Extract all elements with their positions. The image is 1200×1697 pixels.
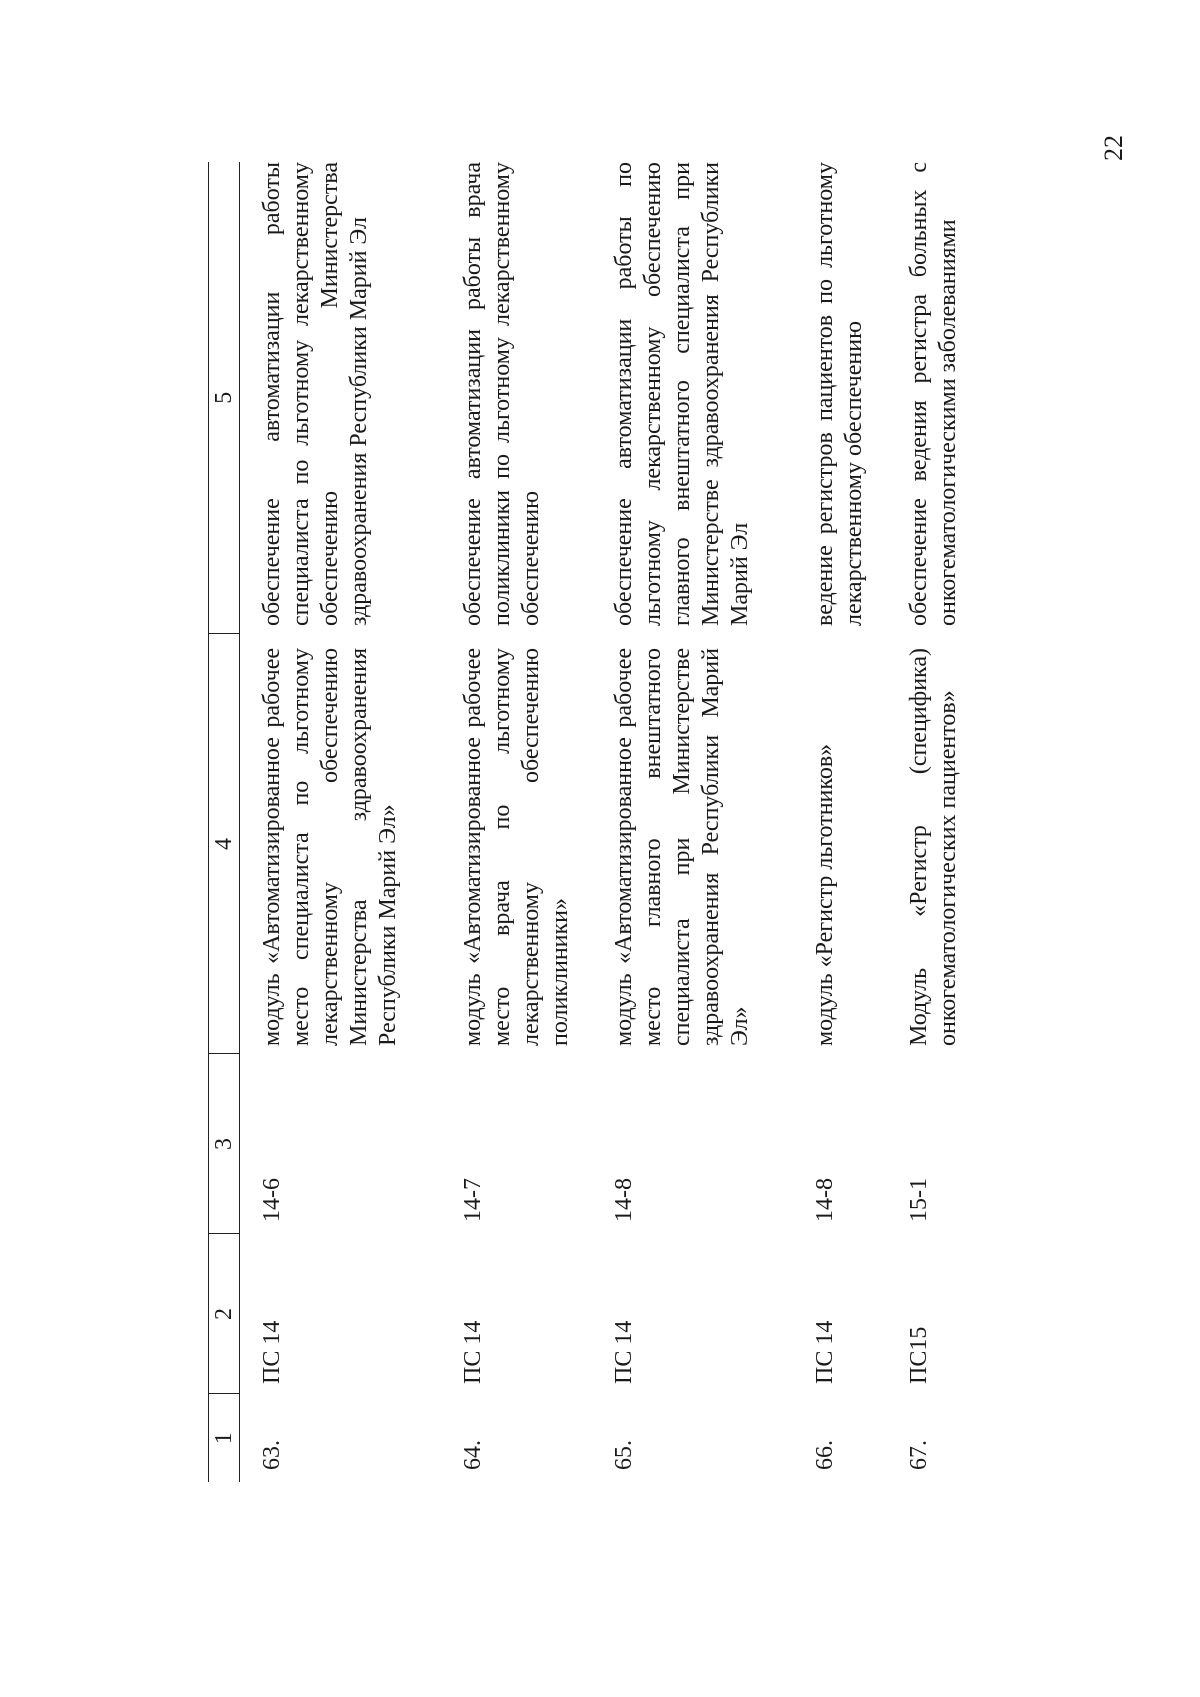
module-purpose: обеспечение автоматизации работы врача поликлиники по льготному лекарственному обеспечению — [460, 162, 544, 626]
module-purpose: обеспечение автоматизации работы специалиста по льготному лекарственному обеспечению Министерства здравоохранения Республики Марий Эл — [259, 162, 372, 626]
module-id: 14-8 — [812, 1178, 838, 1222]
row-number: 67. — [906, 1440, 932, 1470]
subsystem-code: ПС 14 — [812, 1320, 838, 1384]
table-row — [592, 162, 793, 1482]
column-header-2: 2 — [209, 1234, 240, 1394]
module-id: 14-7 — [460, 1178, 486, 1222]
document-table-rotated — [208, 162, 961, 1482]
column-header-5: 5 — [209, 162, 240, 634]
module-id: 14-6 — [259, 1178, 285, 1222]
row-number: 66. — [812, 1440, 838, 1470]
table-header-row — [209, 162, 240, 1482]
row-number: 65. — [611, 1440, 637, 1470]
module-name: модуль «Автоматизированное рабочее место врача по льготному лекарственному обеспечению поликлиники» — [460, 648, 573, 1046]
module-name: Модуль «Регистр (специфика) онкогематологических пациентов» — [906, 648, 961, 1046]
table-row — [793, 162, 887, 1482]
module-name: модуль «Автоматизированное рабочее место специалиста по льготному лекарственному обеспечению Министерства здравоохранения Республики Марий Эл» — [259, 648, 401, 1046]
module-id: 14-8 — [611, 1178, 637, 1222]
subsystem-code: ПС15 — [906, 1326, 932, 1384]
table-row — [441, 162, 592, 1482]
column-header-1: 1 — [209, 1394, 240, 1482]
module-id: 15-1 — [906, 1178, 932, 1222]
column-header-4: 4 — [209, 634, 240, 1054]
module-name: модуль «Регистр льготников» — [812, 743, 838, 1046]
table-row — [887, 162, 995, 1482]
table-row — [240, 162, 442, 1482]
module-purpose: обеспечение автоматизации работы по льготному лекарственному обеспечению главного внештатного специалиста при Министерстве здравоохранения Республики Марий Эл — [611, 162, 753, 626]
column-header-3: 3 — [209, 1054, 240, 1234]
document-table — [208, 162, 995, 1482]
module-name: модуль «Автоматизированное рабочее место главного внештатного специалиста при Министерстве здравоохранения Республики Марий Эл» — [611, 648, 753, 1046]
module-purpose: ведение регистров пациентов по льготному лекарственному обеспечению — [812, 162, 867, 626]
subsystem-code: ПС 14 — [259, 1320, 285, 1384]
row-number: 64. — [460, 1440, 486, 1470]
subsystem-code: ПС 14 — [611, 1320, 637, 1384]
subsystem-code: ПС 14 — [460, 1320, 486, 1384]
row-number: 63. — [259, 1440, 285, 1470]
module-purpose: обеспечение ведения регистра больных с онкогематологическими заболеваниями — [906, 162, 961, 626]
page-number: 22 — [1099, 135, 1128, 161]
